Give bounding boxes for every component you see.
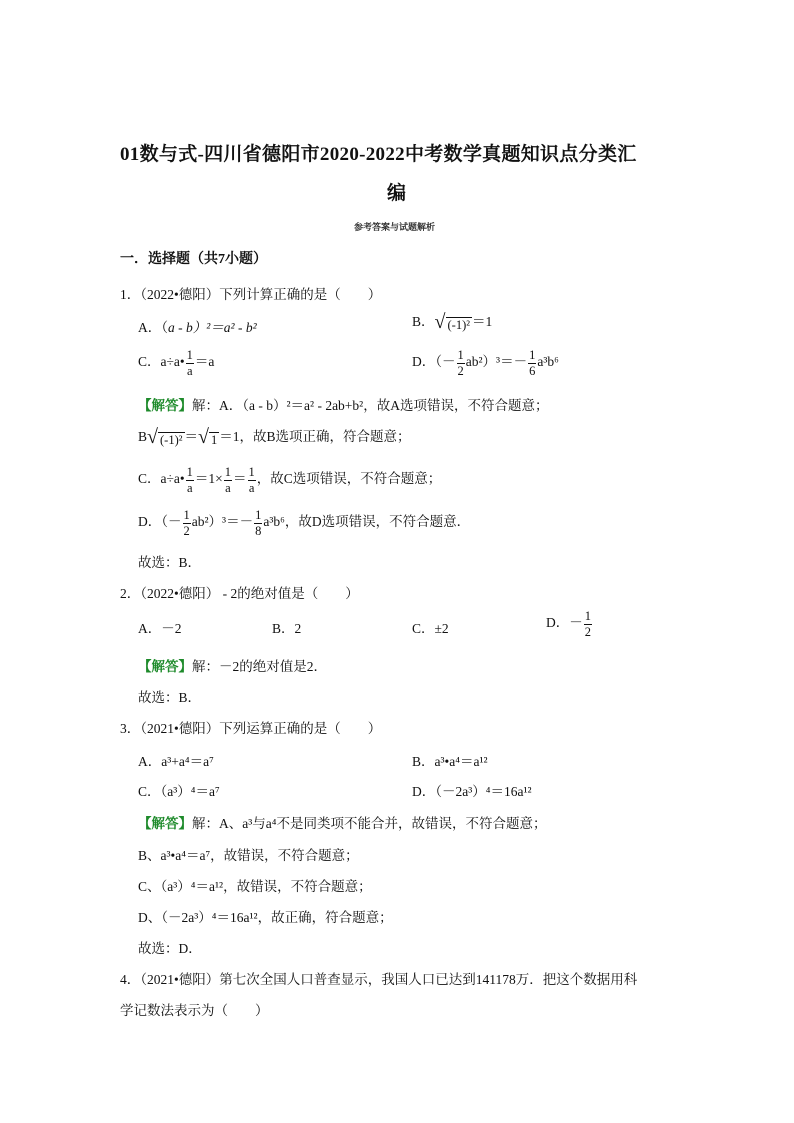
q2-solution-text: 解：－2的绝对值是2． bbox=[192, 659, 327, 674]
sqrt-symbol: √ 1 bbox=[198, 426, 218, 449]
q2-choose: 故选：B． bbox=[138, 690, 202, 705]
fraction-numerator: 1 bbox=[224, 465, 231, 479]
fraction bbox=[584, 610, 592, 638]
q1-option-c-prefix: C．a÷a• bbox=[138, 354, 185, 370]
q1-option-d-suffix: a³b⁶ bbox=[537, 354, 559, 370]
equals: ＝ bbox=[233, 471, 247, 487]
q3-solution-a-text: 解：A、a³与a⁴不是同类项不能合并，故错误，不符合题意； bbox=[192, 816, 547, 831]
q1-solution-a bbox=[138, 394, 548, 414]
fraction bbox=[248, 466, 256, 494]
fraction-denominator: a bbox=[186, 480, 193, 495]
q1-option-d bbox=[412, 349, 559, 377]
q3-option-d: D．（－2a³）⁴＝16a¹² bbox=[412, 784, 532, 799]
equals: ＝1× bbox=[194, 471, 223, 487]
q2-option-a: A．－2 bbox=[138, 621, 182, 636]
q1-option-b-prefix: B． bbox=[412, 314, 435, 329]
fraction-numerator: 1 bbox=[186, 465, 193, 479]
answer-tag: 【解答】 bbox=[138, 659, 192, 674]
q1-solution-d-mid: ab²）³＝－ bbox=[191, 514, 254, 530]
q2-stem: 2．（2022•德阳） - 2的绝对值是（ ） bbox=[120, 586, 359, 601]
document-title-continued: 编 bbox=[387, 183, 407, 204]
fraction bbox=[224, 466, 232, 494]
fraction bbox=[528, 349, 536, 377]
fraction-numerator: 1 bbox=[584, 609, 591, 623]
fraction-denominator: a bbox=[225, 480, 231, 495]
fraction bbox=[186, 466, 194, 494]
q2-option-d-prefix: D．－ bbox=[546, 615, 583, 631]
q1-option-b-suffix: ＝1 bbox=[472, 314, 493, 329]
q3-solution-a bbox=[138, 812, 547, 832]
document-title: 01数与式-四川省德阳市2020-2022中考数学真题知识点分类汇 bbox=[120, 144, 637, 165]
sqrt-symbol: √ (-1)² bbox=[147, 426, 183, 449]
fraction bbox=[183, 509, 191, 537]
q1-option-c-suffix: ＝a bbox=[194, 354, 215, 370]
sqrt-symbol: √ (-1)² bbox=[434, 311, 470, 334]
q1-option-b-radicand: (-1)² bbox=[447, 317, 470, 332]
document-subtitle: 参考答案与试题解析 bbox=[354, 222, 436, 232]
q2-option-c: C．±2 bbox=[412, 621, 449, 636]
q1-solution-c-text: ，故C选项错误，不符合题意； bbox=[256, 471, 442, 487]
q1-option-a-expr: a - b）²＝a² - b² bbox=[168, 320, 257, 335]
fraction-denominator: a bbox=[248, 480, 255, 495]
fraction-numerator: 1 bbox=[183, 508, 190, 522]
fraction-denominator: a bbox=[186, 363, 193, 378]
fraction-numerator: 1 bbox=[255, 508, 262, 522]
q3-stem: 3．（2021•德阳）下列运算正确的是（ ） bbox=[120, 721, 382, 736]
fraction bbox=[186, 349, 194, 377]
q3-solution-b: B、a³•a⁴＝a⁷，故错误，不符合题意； bbox=[138, 848, 359, 863]
q1-option-b bbox=[412, 310, 492, 334]
q3-choose: 故选：D． bbox=[138, 941, 202, 956]
q1-solution-d-text: a³b⁶，故D选项错误，不符合题意． bbox=[263, 514, 471, 530]
answer-tag: 【解答】 bbox=[138, 398, 192, 413]
q2-solution bbox=[138, 655, 327, 675]
q1-solution-c-prefix: C．a÷a• bbox=[138, 471, 185, 487]
radicand: 1 bbox=[210, 432, 218, 447]
q1-option-a-prefix: A．（ bbox=[138, 320, 168, 335]
q1-solution-d bbox=[138, 509, 470, 537]
q1-option-d-mid: ab²）³＝－ bbox=[465, 354, 528, 370]
q3-option-a: A．a³+a⁴＝a⁷ bbox=[138, 754, 214, 769]
fraction-numerator: 1 bbox=[529, 348, 536, 362]
fraction-denominator: 8 bbox=[255, 523, 262, 538]
q4-stem-line2: 学记数法表示为（ ） bbox=[120, 1003, 269, 1018]
q1-solution-d-prefix: D．（－ bbox=[138, 514, 182, 530]
q4-stem-line1: 4．（2021•德阳）第七次全国人口普查显示，我国人口已达到141178万．把这个数据用科 bbox=[120, 972, 638, 987]
fraction-denominator: 6 bbox=[529, 363, 536, 378]
fraction-numerator: 1 bbox=[457, 348, 464, 362]
radicand: (-1)² bbox=[160, 432, 183, 447]
q1-solution-b-prefix: B bbox=[138, 429, 148, 444]
section-heading: 一．选择题（共7小题） bbox=[120, 252, 267, 267]
q2-option-d bbox=[546, 610, 593, 638]
q3-solution-c: C、（a³）⁴＝a¹²，故错误，不符合题意； bbox=[138, 879, 372, 894]
fraction-numerator: 1 bbox=[186, 348, 193, 362]
q1-option-d-prefix: D．（－ bbox=[412, 354, 456, 370]
q3-option-c: C．（a³）⁴＝a⁷ bbox=[138, 784, 220, 799]
fraction-numerator: 1 bbox=[248, 465, 255, 479]
equals: ＝ bbox=[184, 429, 198, 444]
fraction-denominator: 2 bbox=[457, 363, 464, 378]
q1-solution-c bbox=[138, 466, 441, 494]
fraction bbox=[254, 509, 262, 537]
fraction bbox=[457, 349, 465, 377]
q1-stem: 1．（2022•德阳）下列计算正确的是（ ） bbox=[120, 287, 382, 302]
q3-option-b: B．a³•a⁴＝a¹² bbox=[412, 754, 488, 769]
q1-solution-b bbox=[138, 425, 411, 449]
q1-solution-a-text: 解：A．（a - b）²＝a² - 2ab+b²，故A选项错误，不符合题意； bbox=[192, 398, 549, 413]
q1-solution-b-text: ＝1，故B选项正确，符合题意； bbox=[219, 429, 411, 444]
q1-option-a bbox=[138, 316, 257, 336]
q2-option-b: B．2 bbox=[272, 621, 302, 636]
answer-tag: 【解答】 bbox=[138, 816, 192, 831]
q1-option-c bbox=[138, 349, 214, 377]
fraction-denominator: 2 bbox=[183, 523, 190, 538]
q1-choose: 故选：B． bbox=[138, 555, 202, 570]
fraction-denominator: 2 bbox=[584, 624, 591, 639]
q3-solution-d: D、（－2a³）⁴＝16a¹²，故正确，符合题意； bbox=[138, 910, 393, 925]
